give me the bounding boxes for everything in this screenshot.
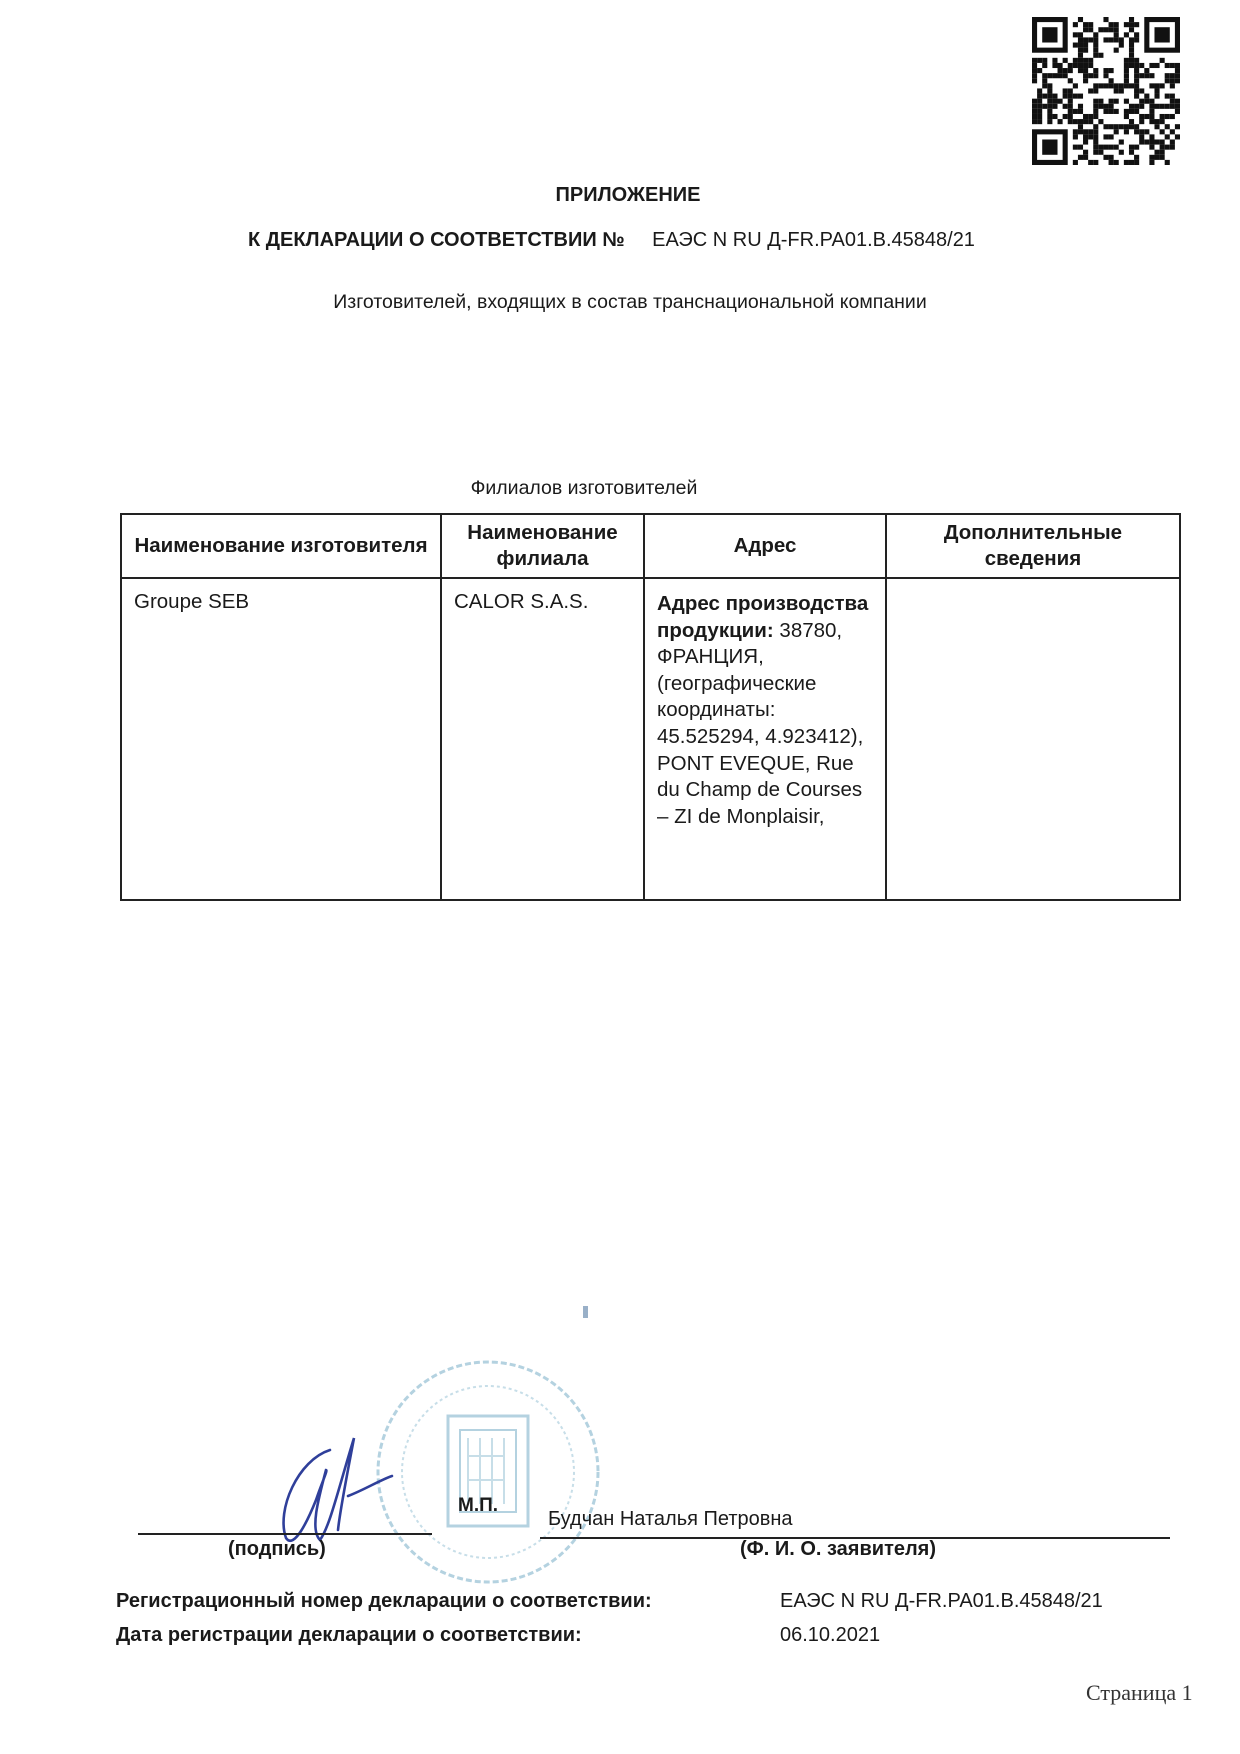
- table-caption: Филиалов изготовителей: [470, 477, 698, 499]
- table-row: [121, 578, 1180, 900]
- address-label: Адрес производства продукции:: [657, 592, 869, 642]
- registration-date-label: Дата регистрации декларации о соответствии:: [116, 1624, 582, 1646]
- stamp-label: М.П.: [458, 1495, 499, 1516]
- address-cell: [644, 578, 886, 900]
- signature-caption: (подпись): [228, 1538, 326, 1560]
- additional-cell: [886, 578, 1180, 900]
- registration-number-label: Регистрационный номер декларации о соответствии:: [116, 1590, 652, 1612]
- applicant-name: Будчан Наталья Петровна: [548, 1508, 793, 1530]
- column-header: Адрес: [644, 514, 886, 578]
- registration-number-value: ЕАЭС N RU Д-FR.PA01.B.45848/21: [780, 1590, 1103, 1612]
- name-caption: (Ф. И. О. заявителя): [740, 1538, 937, 1560]
- column-header: Наименование филиала: [441, 514, 644, 578]
- column-header: Наименование изготовителя: [121, 514, 441, 578]
- ink-mark: [583, 1306, 588, 1318]
- branch-cell: CALOR S.A.S.: [441, 578, 644, 900]
- subtitle: Изготовителей, входящих в состав транснациональной компании: [333, 291, 927, 313]
- declaration-number: ЕАЭС N RU Д-FR.PA01.B.45848/21: [652, 229, 975, 251]
- signature-image: [268, 1430, 418, 1550]
- manufacturer-cell: Groupe SEB: [121, 578, 441, 900]
- address-value: 38780, ФРАНЦИЯ, (географические координаты: 45.525294, 4.923412), PONT EVEQUE, Rue du Champ de Courses – ZI de Monplaisir,: [657, 618, 864, 828]
- branches-table: [120, 513, 1181, 901]
- page-title: ПРИЛОЖЕНИЕ: [555, 184, 701, 206]
- column-header: Дополнительные сведения: [886, 514, 1180, 578]
- declaration-line: [248, 229, 975, 252]
- page-number: Страница 1: [1086, 1680, 1193, 1705]
- table-header-row: [121, 514, 1180, 578]
- registration-date-value: 06.10.2021: [780, 1624, 881, 1646]
- qr-code: [1032, 17, 1180, 165]
- signature-line: [138, 1533, 432, 1535]
- declaration-label: К ДЕКЛАРАЦИИ О СООТВЕТСТВИИ №: [248, 229, 625, 251]
